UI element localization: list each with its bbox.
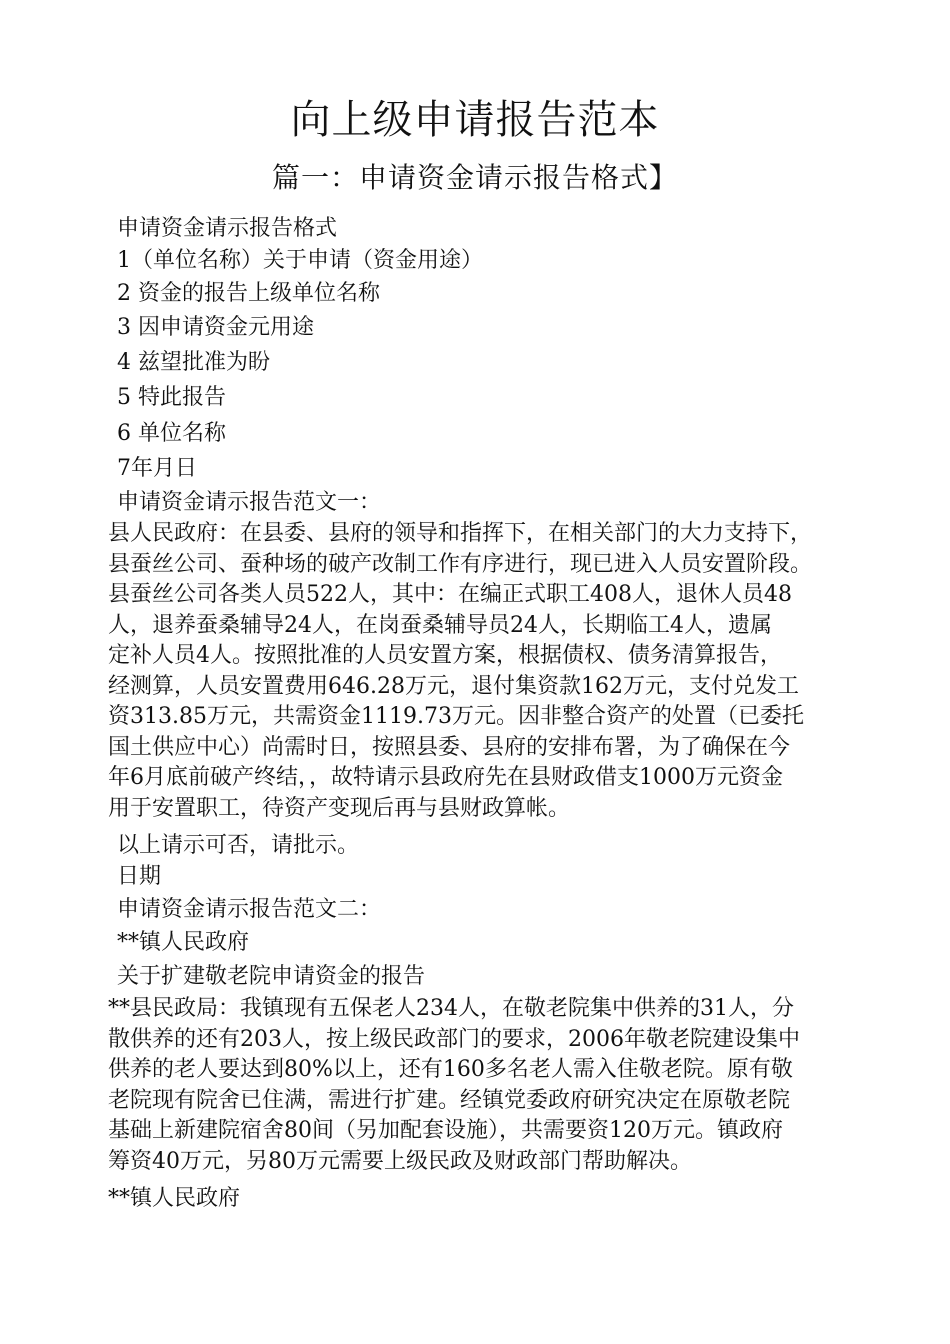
paragraph-line: **县民政局：我镇现有五保老人234人，在敬老院集中供养的31人，分 [108, 996, 794, 1021]
paragraph-line: 国土供应中心）尚需时日，按照县委、县府的安排布署，为了确保在今 [108, 734, 791, 760]
document-subtitle: 篇一：申请资金请示报告格式】 [271, 161, 678, 194]
paragraph-line: 基础上新建院宿舍80间（另加配套设施），共需要资120万元。镇政府 [108, 1118, 783, 1143]
format-item: 1（单位名称）关于申请（资金用途） [117, 248, 483, 273]
format-item: 4 兹望批准为盼 [117, 350, 270, 375]
sample1-body [108, 519, 868, 824]
paragraph-line: 人，退养蚕桑辅导24人，在岗蚕桑辅导员24人，长期临工4人，遗属 [108, 612, 772, 638]
sample2-signature: **镇人民政府 [108, 1186, 241, 1211]
paragraph-line: 供养的老人要达到80%以上，还有160多名老人需入住敬老院。原有敬 [108, 1057, 793, 1082]
format-item: 6 单位名称 [117, 421, 226, 446]
sample1-closing: 以上请示可否，请批示。 [117, 833, 360, 858]
paragraph-line: 县人民政府：在县委、县府的领导和指挥下，在相关部门的大力支持下， [108, 521, 813, 546]
sample2-org: **镇人民政府 [117, 930, 250, 955]
paragraph-line: 散供养的还有203人，按上级民政部门的要求，2006年敬老院建设集中 [108, 1026, 800, 1052]
format-item: 7年月日 [117, 456, 197, 481]
paragraph-line: 用于安置职工，待资产变现后再与县财政算帐。 [108, 795, 571, 821]
paragraph-line: 县蚕丝公司各类人员522人，其中：在编正式职工408人，退休人员48 [108, 582, 792, 607]
paragraph-line: 老院现有院舍已住满，需进行扩建。经镇党委政府研究决定在原敬老院 [108, 1087, 791, 1113]
paragraph-line: 年6月底前破产终结，，故特请示县政府先在县财政借支1000万元资金 [108, 765, 783, 790]
paragraph-line: 资313.85万元，共需资金1119.73万元。因非整合资产的处置（已委托 [108, 704, 804, 729]
paragraph-line: 经测算，人员安置费用646.28万元，退付集资款162万元，支付兑发工 [108, 673, 799, 699]
sample1-date: 日期 [117, 864, 162, 889]
sample2-heading: 申请资金请示报告范文二： [117, 897, 382, 922]
sample2-subject: 关于扩建敬老院申请资金的报告 [117, 964, 426, 989]
format-item: 3 因申请资金元用途 [117, 315, 314, 340]
paragraph-line: 定补人员4人。按照批准的人员安置方案，根据债权、债务清算报告， [108, 643, 782, 668]
paragraph-line: 县蚕丝公司、蚕种场的破产改制工作有序进行，现已进入人员安置阶段。 [108, 551, 813, 577]
format-item: 2 资金的报告上级单位名称 [117, 281, 380, 306]
document-title: 向上级申请报告范本 [290, 97, 660, 143]
format-item: 5 特此报告 [117, 385, 226, 410]
paragraph-line: 筹资40万元，另80万元需要上级民政及财政部门帮助解决。 [108, 1148, 692, 1174]
sample1-heading: 申请资金请示报告范文一： [117, 490, 382, 515]
format-heading: 申请资金请示报告格式 [117, 216, 338, 241]
sample2-body [108, 994, 868, 1177]
